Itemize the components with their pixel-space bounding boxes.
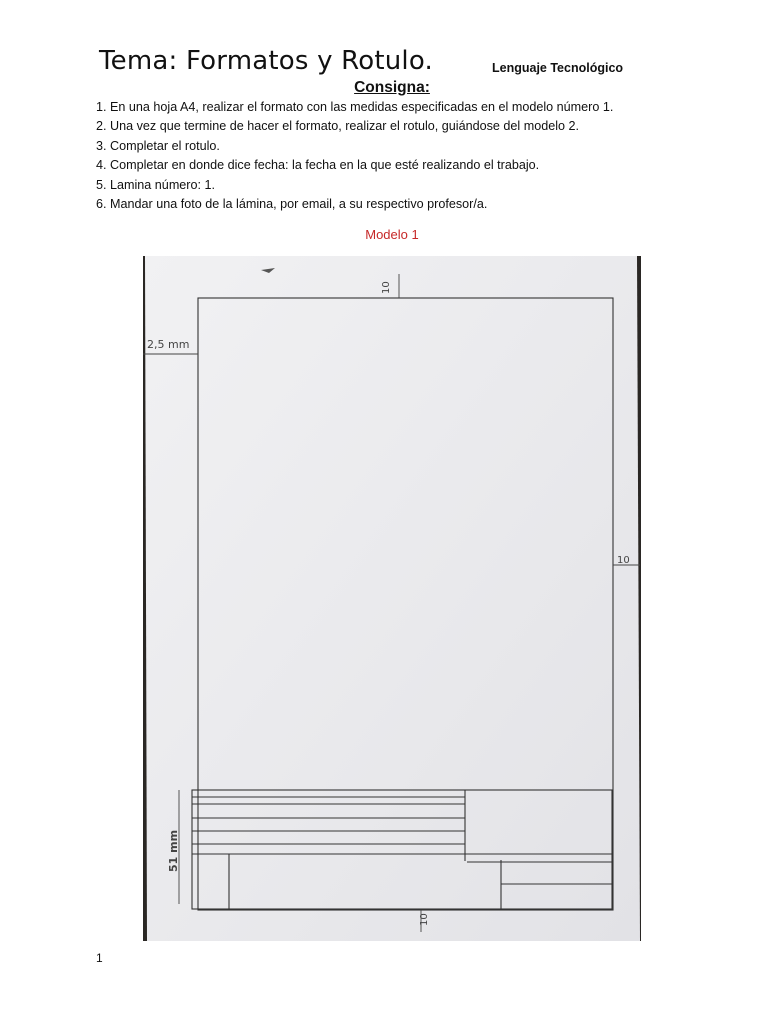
figure-caption: Modelo 1	[365, 227, 419, 242]
document-title: Tema: Formatos y Rotulo.	[99, 46, 433, 76]
drawing-sheet	[143, 256, 641, 941]
dimension-left: 2,5 mm	[147, 338, 190, 351]
consigna-heading: Consigna:	[354, 79, 430, 96]
dimension-right: 10	[617, 555, 630, 566]
instruction-list	[96, 98, 613, 214]
dimension-top: 10	[381, 281, 392, 294]
instruction-step-2: 2. Una vez que termine de hacer el formato, realizar el rotulo, guiándose del modelo 2.	[96, 119, 580, 134]
instruction-step-1: 1. En una hoja A4, realizar el formato con las medidas especificadas en el modelo número 1.	[96, 100, 614, 114]
instruction-step-5: 5. Lamina número: 1.	[96, 177, 216, 192]
dimension-title-block: 51 mm	[167, 829, 180, 872]
instruction-step-6: 6. Mandar una foto de la lámina, por email, a su respectivo profesor/a.	[96, 197, 488, 212]
instruction-step-3: 3. Completar el rotulo.	[96, 138, 220, 153]
subject-label: Lenguaje Tecnológico	[492, 61, 624, 75]
dimension-bottom: 10	[419, 913, 430, 926]
instruction-step-4: 4. Completar en donde dice fecha: la fecha en la que esté realizando el trabajo.	[96, 158, 540, 173]
page-number: 1	[96, 951, 103, 965]
model-photo	[143, 256, 641, 941]
paper-sheet	[145, 256, 640, 941]
